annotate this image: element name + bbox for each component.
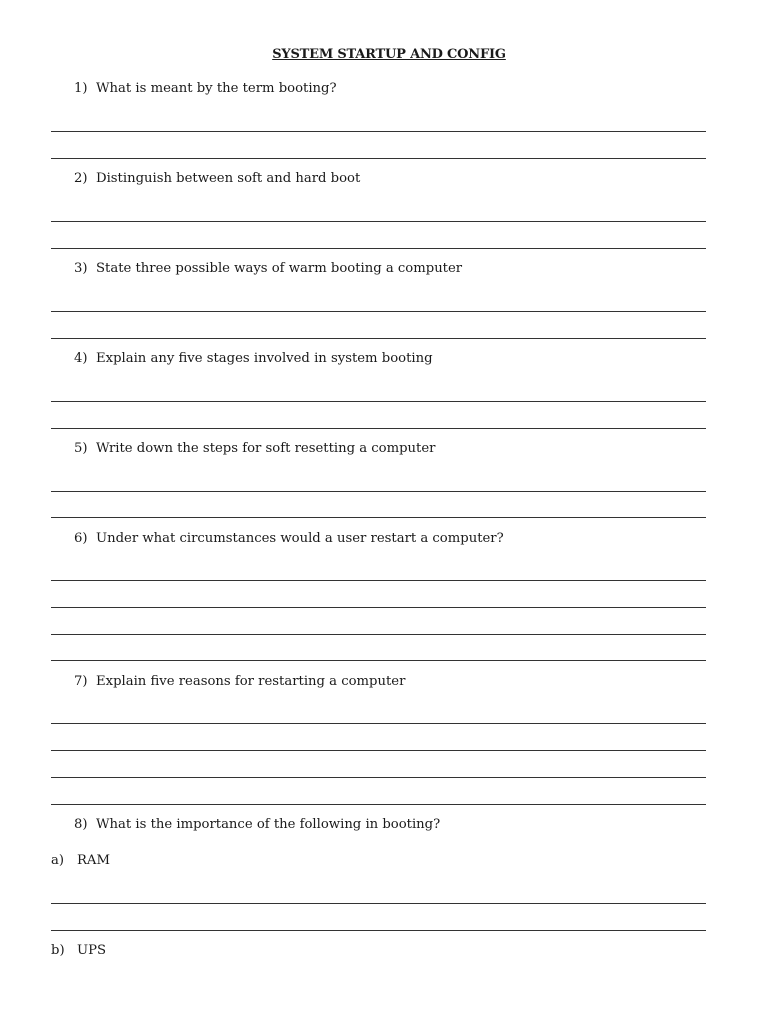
question-text: Write down the steps for soft resetting a computer [96, 441, 436, 456]
answer-line[interactable] [51, 401, 706, 402]
question-number: 5) [74, 441, 88, 456]
answer-line[interactable] [51, 580, 706, 581]
answer-line[interactable] [51, 660, 706, 661]
question-number: 8) [74, 817, 88, 832]
answer-line[interactable] [51, 338, 706, 339]
question-1 [74, 80, 337, 98]
answer-line[interactable] [51, 517, 706, 518]
question-text: State three possible ways of warm booting a computer [96, 261, 463, 276]
page-title: SYSTEM STARTUP AND CONFIG [272, 47, 506, 62]
answer-line[interactable] [51, 723, 706, 724]
answer-line[interactable] [51, 750, 706, 751]
answer-line[interactable] [51, 311, 706, 312]
question-text: Under what circumstances would a user restart a computer? [96, 531, 504, 546]
question-7 [74, 673, 405, 691]
question-text: Distinguish between soft and hard boot [96, 171, 361, 186]
subitem-a [51, 852, 110, 870]
subitem-text: RAM [77, 853, 110, 868]
question-number: 1) [74, 81, 88, 96]
answer-line[interactable] [51, 804, 706, 805]
subitem-text: UPS [77, 943, 107, 958]
question-text: Explain any five stages involved in system booting [96, 351, 433, 366]
question-text: Explain five reasons for restarting a computer [96, 674, 406, 689]
question-3 [74, 260, 462, 278]
question-text: What is meant by the term booting? [96, 81, 337, 96]
question-number: 6) [74, 531, 88, 546]
question-6 [74, 530, 504, 548]
question-8 [74, 816, 440, 834]
answer-line[interactable] [51, 428, 706, 429]
question-number: 7) [74, 674, 88, 689]
question-number: 3) [74, 261, 88, 276]
question-5 [74, 440, 435, 458]
question-number: 4) [74, 351, 88, 366]
subitem-letter: b) [51, 943, 65, 958]
answer-line[interactable] [51, 903, 706, 904]
answer-line[interactable] [51, 491, 706, 492]
answer-line[interactable] [51, 930, 706, 931]
answer-line[interactable] [51, 131, 706, 132]
question-2 [74, 170, 360, 188]
answer-line[interactable] [51, 607, 706, 608]
answer-line[interactable] [51, 158, 706, 159]
answer-line[interactable] [51, 634, 706, 635]
question-text: What is the importance of the following in booting? [96, 817, 441, 832]
subitem-letter: a) [51, 853, 65, 868]
question-4 [74, 350, 433, 368]
answer-line[interactable] [51, 248, 706, 249]
answer-line[interactable] [51, 777, 706, 778]
answer-line[interactable] [51, 221, 706, 222]
question-number: 2) [74, 171, 88, 186]
subitem-b [51, 942, 106, 960]
